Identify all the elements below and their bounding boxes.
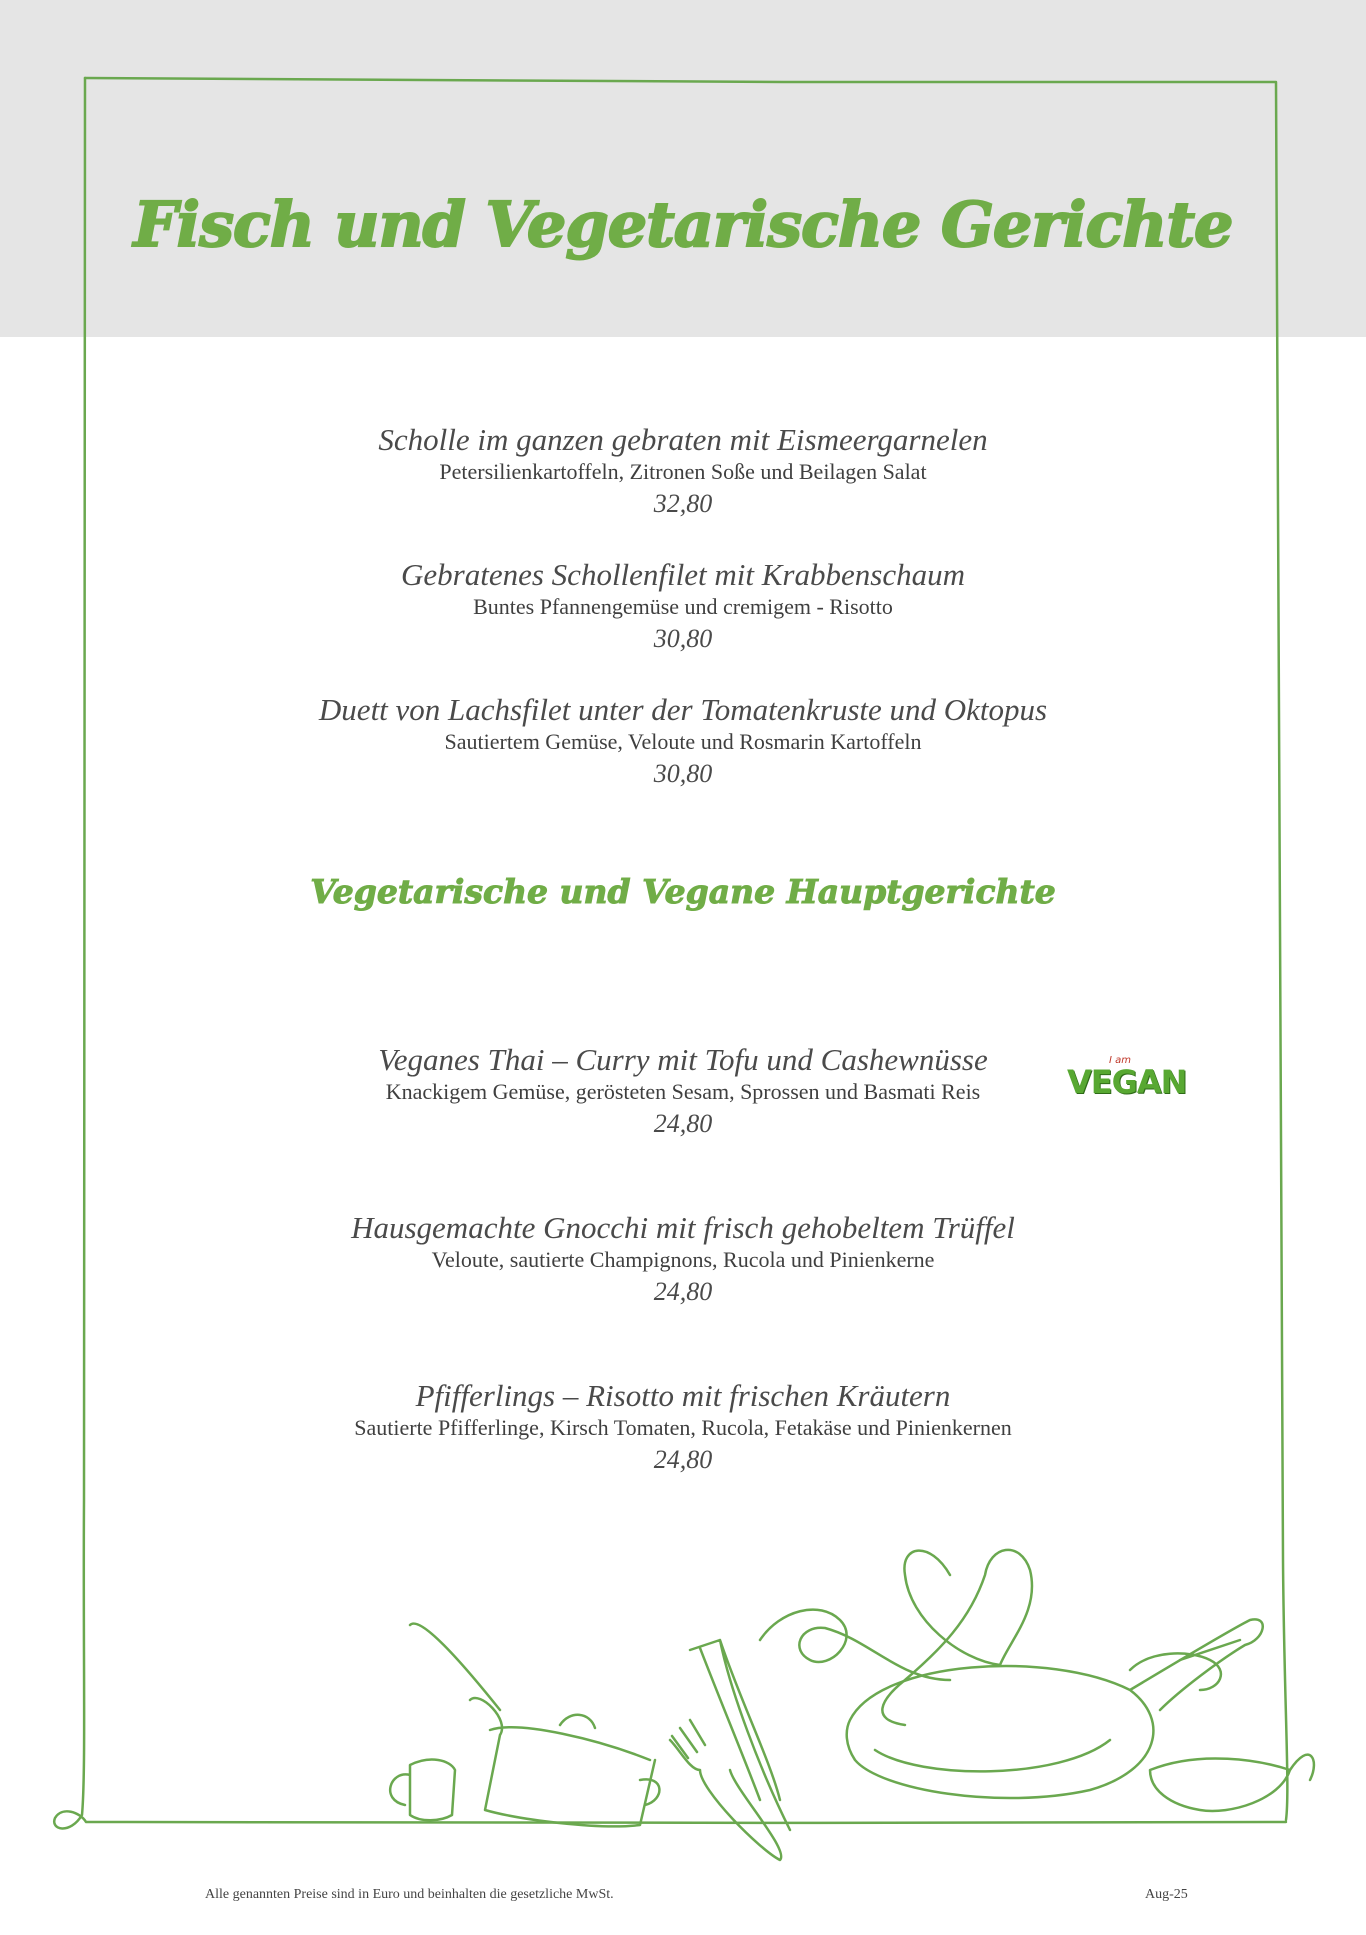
pot-illustration xyxy=(410,1624,659,1827)
dish-name: Hausgemachte Gnocchi mit frisch gehobeltem Trüffel xyxy=(351,1210,1015,1245)
spatula-illustration xyxy=(670,1720,781,1860)
dish-price: 24,80 xyxy=(653,1109,713,1138)
dish-name: Pfifferlings – Risotto mit frischen Kräutern xyxy=(415,1378,951,1413)
section-title: Vegetarische und Vegane Hauptgerichte xyxy=(310,872,1056,911)
menu-item xyxy=(0,693,1366,791)
vegan-badge-text: VEGAN xyxy=(1067,1063,1187,1101)
dish-price: 30,80 xyxy=(653,759,713,788)
dish-price: 24,80 xyxy=(653,1277,713,1306)
frame-line xyxy=(85,78,1287,1820)
menu-item xyxy=(0,1211,1366,1309)
dish-price: 32,80 xyxy=(653,489,713,518)
dish-description: Sautierte Pfifferlinge, Kirsch Tomaten, Rucola, Fetakäse und Pinienkernen xyxy=(354,1415,1012,1440)
menu-item xyxy=(0,1379,1366,1477)
vegan-badge-small-text: I am xyxy=(1109,1055,1131,1066)
dish-description: Sautiertem Gemüse, Veloute und Rosmarin Kartoffeln xyxy=(444,729,922,754)
menu-item xyxy=(0,558,1366,656)
vegan-badge-icon xyxy=(1065,1055,1205,1105)
dish-description: Petersilienkartoffeln, Zitronen Soße und Beilagen Salat xyxy=(439,459,927,484)
heart-illustration xyxy=(882,1550,1032,1725)
dish-name: Gebratenes Schollenfilet mit Krabbenschaum xyxy=(401,557,965,592)
hand-illustration xyxy=(1130,1640,1240,1690)
dish-name: Veganes Thai – Curry mit Tofu und Cashewnüsse xyxy=(378,1042,988,1077)
bowl-illustration xyxy=(1150,1755,1314,1811)
dish-price: 30,80 xyxy=(653,624,713,653)
dish-name: Scholle im ganzen gebraten mit Eismeergarnelen xyxy=(378,422,988,457)
turner-illustration xyxy=(690,1640,790,1830)
page-title: Fisch und Vegetarische Gerichte xyxy=(133,188,1233,261)
swirl-illustration xyxy=(760,1610,950,1680)
dish-price: 24,80 xyxy=(653,1445,713,1474)
footer-note: Alle genannten Preise sind in Euro und beinhalten die gesetzliche MwSt. xyxy=(205,1887,614,1902)
dish-name: Duett von Lachsfilet unter der Tomatenkruste und Oktopus xyxy=(318,692,1048,727)
dish-description: Veloute, sautierte Champignons, Rucola und Pinienkerne xyxy=(431,1247,935,1272)
menu-item xyxy=(0,423,1366,521)
cup-illustration xyxy=(390,1760,455,1821)
dish-description: Knackigem Gemüse, gerösteten Sesam, Sprossen und Basmati Reis xyxy=(385,1079,981,1104)
pan-illustration xyxy=(847,1619,1263,1798)
dish-description: Buntes Pfannengemüse und cremigem - Risotto xyxy=(473,594,893,619)
frame-line-left xyxy=(54,78,1286,1829)
footer-date: Aug-25 xyxy=(1145,1887,1188,1902)
